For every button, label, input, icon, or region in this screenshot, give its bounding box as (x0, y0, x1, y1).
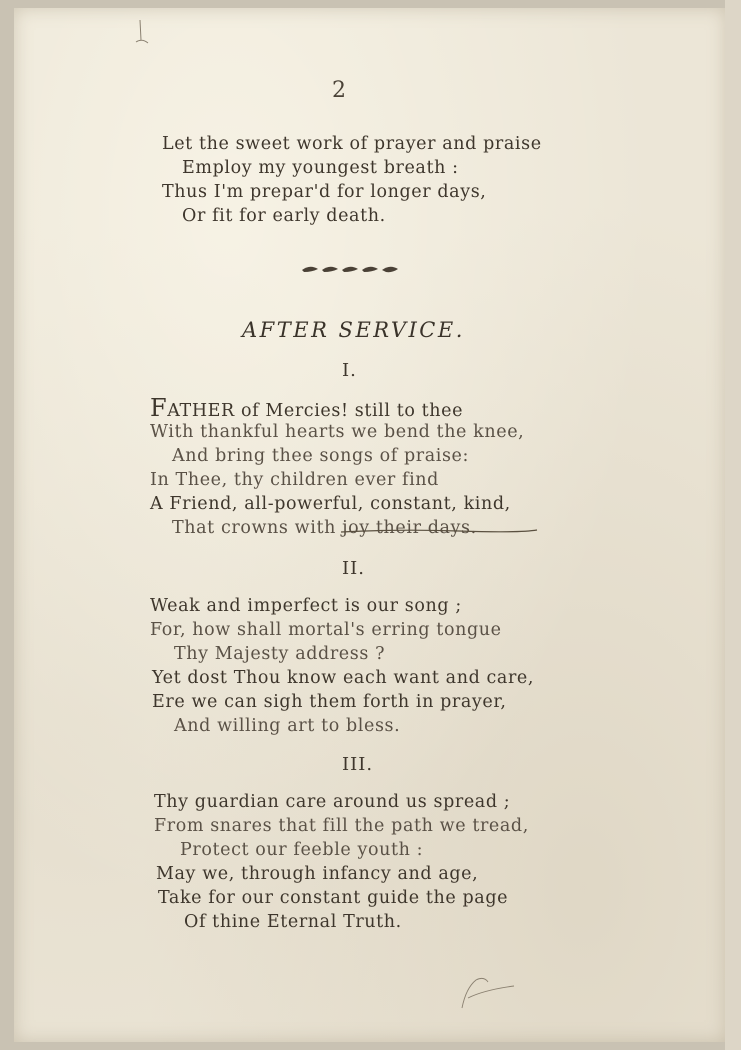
stanza-1-line-1-rest: ATHER of Mercies! still to thee (167, 401, 464, 421)
stanza-number-3: III. (342, 754, 374, 775)
top-stanza-line-2: Employ my youngest breath : (182, 158, 459, 178)
ink-underline-mark (339, 526, 539, 536)
drop-cap: F (150, 394, 168, 422)
stanza-2-line-2: For, how shall mortal's erring tongue (150, 620, 502, 640)
page-edge (725, 0, 741, 1050)
stanza-3-line-5: Take for our constant guide the page (158, 888, 509, 908)
pencil-mark-icon (132, 18, 152, 48)
stanza-3-line-6: Of thine Eternal Truth. (184, 912, 402, 932)
ornament-divider-icon (300, 262, 410, 276)
stanza-1-line-1 (150, 396, 463, 421)
stanza-3-line-3: Protect our feeble youth : (180, 840, 424, 860)
stanza-1-line-5: A Friend, all-powerful, constant, kind, (150, 494, 511, 514)
stanza-number-1: I. (342, 360, 357, 381)
stanza-number-2: II. (342, 558, 365, 579)
stanza-3-line-4: May we, through infancy and age, (156, 864, 479, 884)
stanza-1-line-6: That crowns with joy their days. (172, 518, 477, 538)
section-title: AFTER SERVICE. (242, 318, 465, 342)
page-number: 2 (332, 78, 346, 103)
stanza-2-line-3: Thy Majesty address ? (174, 644, 386, 664)
stanza-1-line-2: With thankful hearts we bend the knee, (150, 422, 525, 442)
top-stanza-line-4: Or fit for early death. (182, 206, 386, 226)
stanza-1-line-4: In Thee, thy children ever find (150, 470, 439, 490)
stanza-3-line-1: Thy guardian care around us spread ; (154, 792, 511, 812)
stanza-2-line-6: And willing art to bless. (174, 716, 401, 736)
stanza-2-line-1: Weak and imperfect is our song ; (150, 596, 462, 616)
printed-page (14, 8, 726, 1042)
top-stanza-line-3: Thus I'm prepar'd for longer days, (162, 182, 487, 202)
pencil-scribble-icon (454, 968, 524, 1018)
stanza-2-line-4: Yet dost Thou know each want and care, (152, 668, 535, 688)
stanza-1-line-3: And bring thee songs of praise: (172, 446, 469, 466)
stanza-2-line-5: Ere we can sigh them forth in prayer, (152, 692, 507, 712)
top-stanza-line-1: Let the sweet work of prayer and praise (162, 134, 542, 154)
stanza-3-line-2: From snares that fill the path we tread, (154, 816, 529, 836)
